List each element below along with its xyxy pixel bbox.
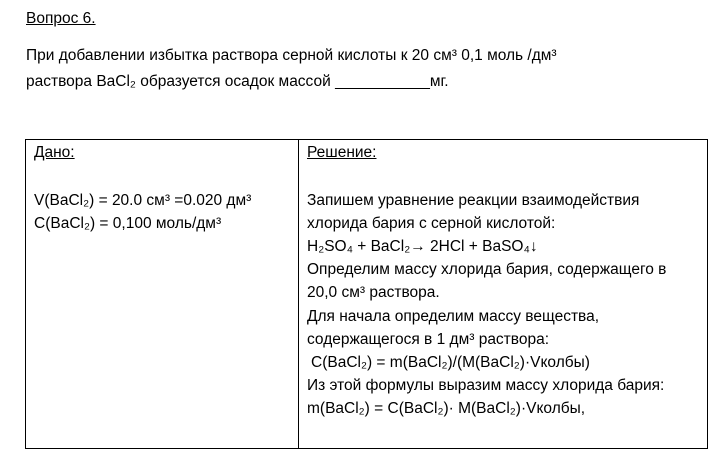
solution-line: хлорида бария с серной кислотой: [307,215,556,232]
question-text-line-1: При добавлении избытка раствора серной кислоты к 20 см³ 0,1 моль /дм³ [26,47,557,64]
solution-line: содержащегося в 1 дм³ раствора: [307,331,550,348]
question-title: Вопрос 6. [26,10,96,27]
given-volume: V(BaCl₂) = 20.0 см³ =0.020 дм³ [34,192,252,209]
solution-line: Определим массу хлорида бария, содержащего в [307,261,667,278]
solution-line: Для начала определим массу вещества, [307,308,600,325]
solution-line: Из этой формулы выразим массу хлорида бария: [307,377,665,394]
given-header: Дано: [34,144,75,161]
solution-line: Запишем уравнение реакции взаимодействия [307,192,640,209]
question-text-line-2: раствора BaCl₂ образуется осадок массой ___________мг. [26,73,449,90]
given-concentration: C(BaCl₂) = 0,100 моль/дм³ [34,215,222,232]
mass-formula: m(BaCl₂) = C(BaCl₂)· M(BaCl₂)·Vколбы, [307,400,586,417]
reaction-equation: H₂SO₄ + BaCl₂→ 2HCl + BaSO₄↓ [307,238,538,255]
solution-header: Решение: [307,144,377,161]
given-solution-table [25,139,708,449]
concentration-formula: C(BaCl₂) = m(BaCl₂)/(M(BaCl₂)·Vколбы) [311,354,590,371]
solution-line: 20,0 см³ раствора. [307,284,440,301]
column-divider [298,140,299,448]
